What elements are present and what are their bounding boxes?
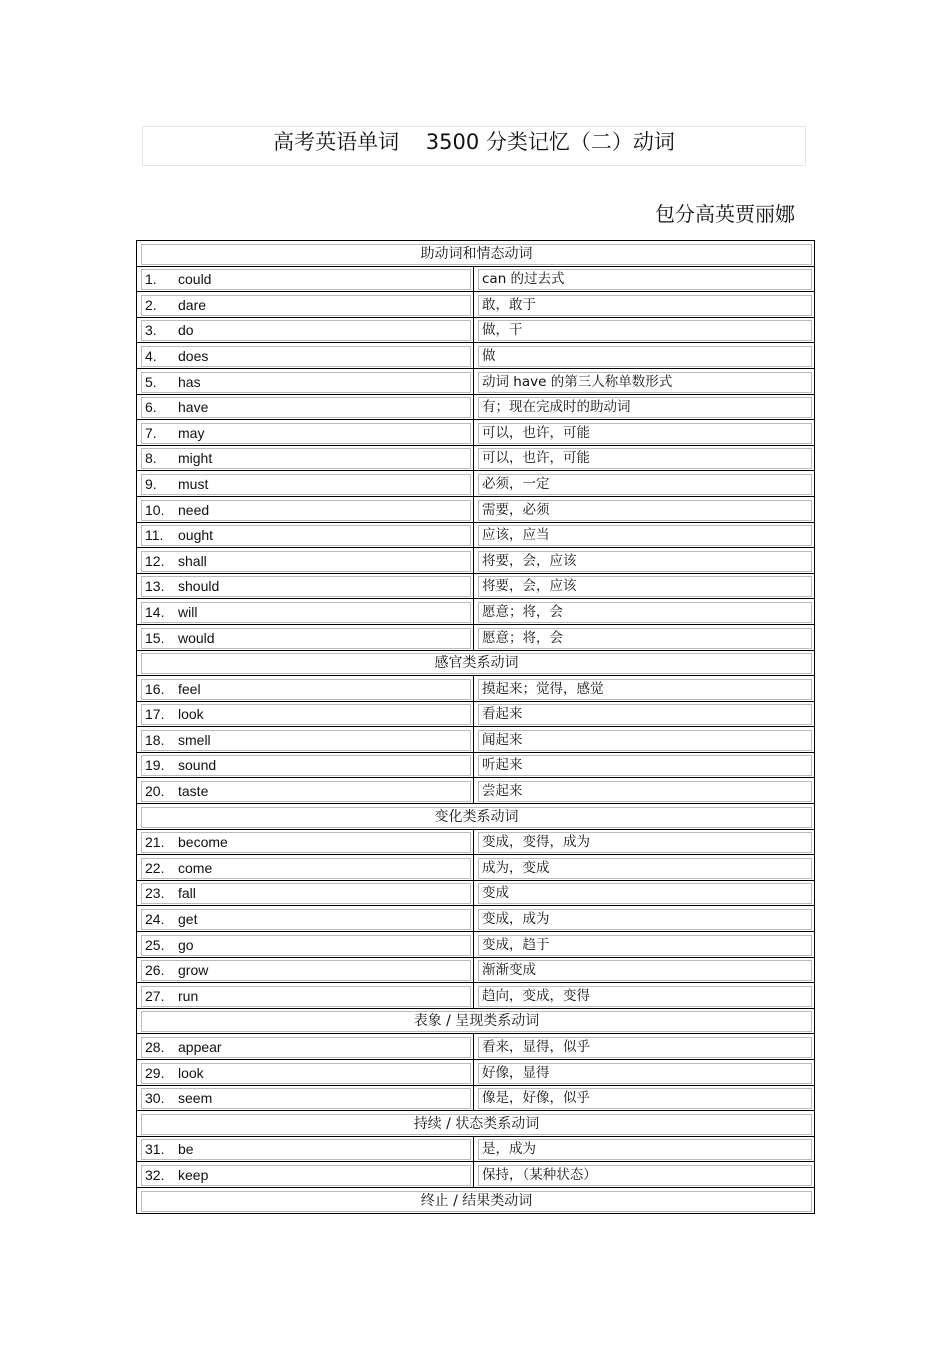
vocabulary-table-body	[137, 241, 815, 1214]
word-cell-frame	[141, 602, 471, 623]
chinese-meaning: 好像，显得	[478, 1063, 812, 1084]
word-cell	[137, 829, 474, 855]
table-row	[137, 855, 815, 881]
category-label: 变化类系动词	[141, 807, 812, 828]
table-row	[137, 1136, 815, 1162]
word-cell	[137, 880, 474, 906]
chinese-meaning: 变成，趋于	[478, 935, 812, 956]
word-cell	[137, 906, 474, 932]
chinese-meaning: 闻起来	[478, 730, 812, 751]
english-word: get	[178, 911, 198, 928]
word-number: 16.	[145, 680, 165, 697]
word-cell	[137, 317, 474, 343]
word-cell-frame	[141, 986, 471, 1007]
meaning-cell	[474, 445, 815, 471]
meaning-cell	[474, 624, 815, 650]
table-row	[137, 292, 815, 318]
word-cell-frame	[141, 935, 471, 956]
meaning-cell	[474, 1034, 815, 1060]
word-number: 11.	[145, 527, 164, 544]
category-row	[137, 650, 815, 676]
word-cell-frame	[141, 730, 471, 751]
english-word: taste	[178, 783, 209, 800]
word-cell	[137, 496, 474, 522]
english-word: come	[178, 859, 213, 876]
english-word: go	[178, 936, 194, 953]
word-number: 28.	[145, 1039, 165, 1055]
category-row	[137, 241, 815, 267]
word-number: 21.	[145, 834, 165, 851]
chinese-meaning: 需要，必须	[478, 500, 812, 521]
english-word: do	[178, 322, 194, 339]
english-word: would	[178, 629, 215, 646]
meaning-cell	[474, 932, 815, 958]
meaning-cell	[474, 420, 815, 446]
word-cell	[137, 957, 474, 983]
word-cell-frame	[141, 628, 471, 649]
table-row	[137, 522, 815, 548]
word-cell	[137, 471, 474, 497]
word-number: 19.	[145, 757, 165, 774]
meaning-cell	[474, 1136, 815, 1162]
meaning-cell	[474, 701, 815, 727]
table-row	[137, 266, 815, 292]
category-label: 终止 / 结果类动词	[141, 1191, 812, 1212]
word-number: 17.	[145, 706, 165, 723]
category-cell	[137, 1111, 815, 1137]
chinese-meaning: 成为，变成	[478, 858, 812, 879]
english-word: appear	[178, 1039, 222, 1055]
category-cell	[137, 241, 815, 267]
meaning-cell	[474, 983, 815, 1009]
meaning-cell	[474, 906, 815, 932]
page-title: 高考英语单词 3500 分类记忆（二）动词	[273, 130, 675, 154]
english-word: grow	[178, 962, 209, 979]
table-row	[137, 573, 815, 599]
english-word: be	[178, 1141, 194, 1158]
word-number: 32.	[145, 1166, 165, 1183]
meaning-cell	[474, 292, 815, 318]
table-row	[137, 727, 815, 753]
word-cell-frame	[141, 960, 471, 981]
word-cell	[137, 624, 474, 650]
chinese-meaning: 将要，会，应该	[478, 551, 812, 572]
chinese-meaning: 变成，变得，成为	[478, 832, 812, 853]
chinese-meaning: 做	[478, 346, 812, 367]
word-cell	[137, 983, 474, 1009]
word-number: 25.	[145, 936, 165, 953]
word-number: 23.	[145, 885, 165, 902]
word-number: 30.	[145, 1090, 165, 1107]
word-cell-frame	[141, 1165, 471, 1186]
word-cell-frame	[141, 346, 471, 367]
word-cell	[137, 778, 474, 804]
meaning-cell	[474, 317, 815, 343]
word-cell	[137, 1085, 474, 1111]
meaning-cell	[474, 880, 815, 906]
meaning-cell	[474, 548, 815, 574]
table-row	[137, 676, 815, 702]
word-cell-frame	[141, 423, 471, 444]
word-cell	[137, 727, 474, 753]
chinese-meaning: 可以，也许，可能	[478, 423, 812, 444]
chinese-meaning: 渐渐变成	[478, 960, 812, 981]
word-cell	[137, 573, 474, 599]
chinese-meaning: 可以，也许，可能	[478, 448, 812, 469]
table-row	[137, 880, 815, 906]
chinese-meaning: 变成	[478, 883, 812, 904]
table-row	[137, 957, 815, 983]
chinese-meaning: 摸起来；觉得，感觉	[478, 679, 812, 700]
category-label: 助动词和情态动词	[141, 244, 812, 265]
word-cell	[137, 522, 474, 548]
table-row	[137, 1162, 815, 1188]
word-cell	[137, 701, 474, 727]
english-word: must	[178, 475, 209, 492]
word-number: 4.	[145, 347, 157, 364]
word-number: 20.	[145, 783, 165, 800]
meaning-cell	[474, 957, 815, 983]
table-row	[137, 394, 815, 420]
english-word: sound	[178, 757, 217, 774]
word-cell-frame	[141, 448, 471, 469]
word-cell-frame	[141, 909, 471, 930]
word-number: 12.	[145, 552, 165, 569]
english-word: shall	[178, 552, 207, 569]
meaning-cell	[474, 599, 815, 625]
category-label: 持续 / 状态类系动词	[141, 1114, 812, 1135]
chinese-meaning: 保持，（某种状态）	[478, 1165, 812, 1186]
word-cell	[137, 343, 474, 369]
meaning-cell	[474, 368, 815, 394]
chinese-meaning: 是，成为	[478, 1139, 812, 1160]
word-cell	[137, 292, 474, 318]
word-cell-frame	[141, 320, 471, 341]
word-number: 18.	[145, 731, 165, 748]
meaning-cell	[474, 343, 815, 369]
word-number: 24.	[145, 911, 165, 928]
table-row	[137, 317, 815, 343]
word-number: 31.	[145, 1141, 165, 1158]
table-row	[137, 343, 815, 369]
word-cell	[137, 266, 474, 292]
meaning-cell	[474, 522, 815, 548]
meaning-cell	[474, 727, 815, 753]
word-cell	[137, 548, 474, 574]
word-cell	[137, 599, 474, 625]
english-word: seem	[178, 1090, 213, 1107]
table-row	[137, 829, 815, 855]
category-cell	[137, 804, 815, 830]
english-word: could	[178, 271, 212, 288]
english-word: dare	[178, 296, 207, 313]
english-word: look	[178, 1064, 204, 1081]
word-cell	[137, 1034, 474, 1060]
english-word: smell	[178, 731, 211, 748]
english-word: feel	[178, 680, 201, 697]
word-cell-frame	[141, 1088, 471, 1109]
word-number: 22.	[145, 859, 165, 876]
english-word: may	[178, 424, 205, 441]
table-row	[137, 624, 815, 650]
chinese-meaning: 做，干	[478, 320, 812, 341]
table-row	[137, 906, 815, 932]
word-cell-frame	[141, 883, 471, 904]
word-cell-frame	[141, 500, 471, 521]
table-row	[137, 548, 815, 574]
word-cell	[137, 1060, 474, 1086]
word-cell-frame	[141, 679, 471, 700]
category-cell	[137, 650, 815, 676]
chinese-meaning: 听起来	[478, 755, 812, 776]
word-number: 1.	[145, 271, 157, 288]
category-label: 感官类系动词	[141, 653, 812, 674]
chinese-meaning: 看起来	[478, 704, 812, 725]
chinese-meaning: can 的过去式	[478, 269, 812, 290]
english-word: might	[178, 450, 213, 467]
table-row	[137, 1085, 815, 1111]
word-number: 29.	[145, 1064, 165, 1081]
table-row	[137, 445, 815, 471]
word-cell	[137, 932, 474, 958]
word-cell-frame	[141, 704, 471, 725]
meaning-cell	[474, 496, 815, 522]
word-cell	[137, 855, 474, 881]
chinese-meaning: 应该，应当	[478, 525, 812, 546]
word-number: 8.	[145, 450, 157, 467]
word-cell-frame	[141, 1139, 471, 1160]
word-number: 2.	[145, 296, 157, 313]
chinese-meaning: 尝起来	[478, 781, 812, 802]
meaning-cell	[474, 855, 815, 881]
chinese-meaning: 敢，敢于	[478, 295, 812, 316]
category-row	[137, 1111, 815, 1137]
word-cell	[137, 420, 474, 446]
table-row	[137, 1060, 815, 1086]
english-word: fall	[178, 885, 196, 902]
word-number: 6.	[145, 399, 157, 416]
meaning-cell	[474, 1060, 815, 1086]
category-cell	[137, 1008, 815, 1034]
table-row	[137, 1034, 815, 1060]
word-cell-frame	[141, 372, 471, 393]
word-number: 13.	[145, 578, 165, 595]
table-row	[137, 599, 815, 625]
word-number: 26.	[145, 962, 165, 979]
meaning-cell	[474, 471, 815, 497]
english-word: has	[178, 373, 201, 390]
table-row	[137, 496, 815, 522]
english-word: need	[178, 501, 210, 518]
word-cell	[137, 752, 474, 778]
word-cell-frame	[141, 858, 471, 879]
meaning-cell	[474, 1085, 815, 1111]
chinese-meaning: 动词 have 的第三人称单数形式	[478, 372, 812, 393]
category-row	[137, 804, 815, 830]
chinese-meaning: 像是，好像，似乎	[478, 1088, 812, 1109]
word-cell-frame	[141, 551, 471, 572]
chinese-meaning: 变成，成为	[478, 909, 812, 930]
vocabulary-table	[136, 240, 815, 1214]
word-cell-frame	[141, 781, 471, 802]
word-cell-frame	[141, 397, 471, 418]
chinese-meaning: 愿意；将，会	[478, 628, 812, 649]
meaning-cell	[474, 1162, 815, 1188]
word-cell-frame	[141, 755, 471, 776]
english-word: become	[178, 834, 228, 851]
category-cell	[137, 1187, 815, 1213]
word-number: 14.	[145, 603, 165, 620]
english-word: should	[178, 578, 220, 595]
chinese-meaning: 趋向，变成，变得	[478, 986, 812, 1007]
category-row	[137, 1187, 815, 1213]
word-cell	[137, 368, 474, 394]
table-row	[137, 983, 815, 1009]
meaning-cell	[474, 829, 815, 855]
english-word: keep	[178, 1166, 209, 1183]
word-number: 15.	[145, 629, 165, 646]
english-word: look	[178, 706, 204, 723]
table-row	[137, 368, 815, 394]
table-row	[137, 932, 815, 958]
chinese-meaning: 愿意；将，会	[478, 602, 812, 623]
meaning-cell	[474, 266, 815, 292]
table-row	[137, 420, 815, 446]
word-cell	[137, 394, 474, 420]
table-row	[137, 752, 815, 778]
meaning-cell	[474, 573, 815, 599]
chinese-meaning: 必须，一定	[478, 474, 812, 495]
chinese-meaning: 将要，会，应该	[478, 576, 812, 597]
category-row	[137, 1008, 815, 1034]
word-cell-frame	[141, 295, 471, 316]
english-word: have	[178, 399, 209, 416]
english-word: will	[178, 603, 198, 620]
english-word: ought	[178, 527, 214, 544]
word-number: 27.	[145, 987, 165, 1004]
english-word: does	[178, 347, 209, 364]
word-cell-frame	[141, 1063, 471, 1084]
table-row	[137, 778, 815, 804]
meaning-cell	[474, 394, 815, 420]
table-row	[137, 701, 815, 727]
word-cell-frame	[141, 525, 471, 546]
chinese-meaning: 有；现在完成时的助动词	[478, 397, 812, 418]
word-cell	[137, 445, 474, 471]
word-number: 10.	[145, 501, 165, 518]
word-number: 5.	[145, 373, 157, 390]
category-label: 表象 / 呈现类系动词	[141, 1011, 812, 1032]
word-cell	[137, 1136, 474, 1162]
word-cell	[137, 676, 474, 702]
chinese-meaning: 看来，显得，似乎	[478, 1037, 812, 1058]
word-cell-frame	[141, 1037, 471, 1058]
table-row	[137, 471, 815, 497]
word-cell-frame	[141, 474, 471, 495]
word-cell-frame	[141, 576, 471, 597]
word-number: 3.	[145, 322, 157, 339]
word-number: 7.	[145, 424, 157, 441]
english-word: run	[178, 987, 199, 1004]
word-cell-frame	[141, 269, 471, 290]
meaning-cell	[474, 752, 815, 778]
meaning-cell	[474, 676, 815, 702]
author-name: 包分高英贾丽娜	[655, 202, 795, 226]
word-cell-frame	[141, 832, 471, 853]
meaning-cell	[474, 778, 815, 804]
word-number: 9.	[145, 475, 157, 492]
word-cell	[137, 1162, 474, 1188]
